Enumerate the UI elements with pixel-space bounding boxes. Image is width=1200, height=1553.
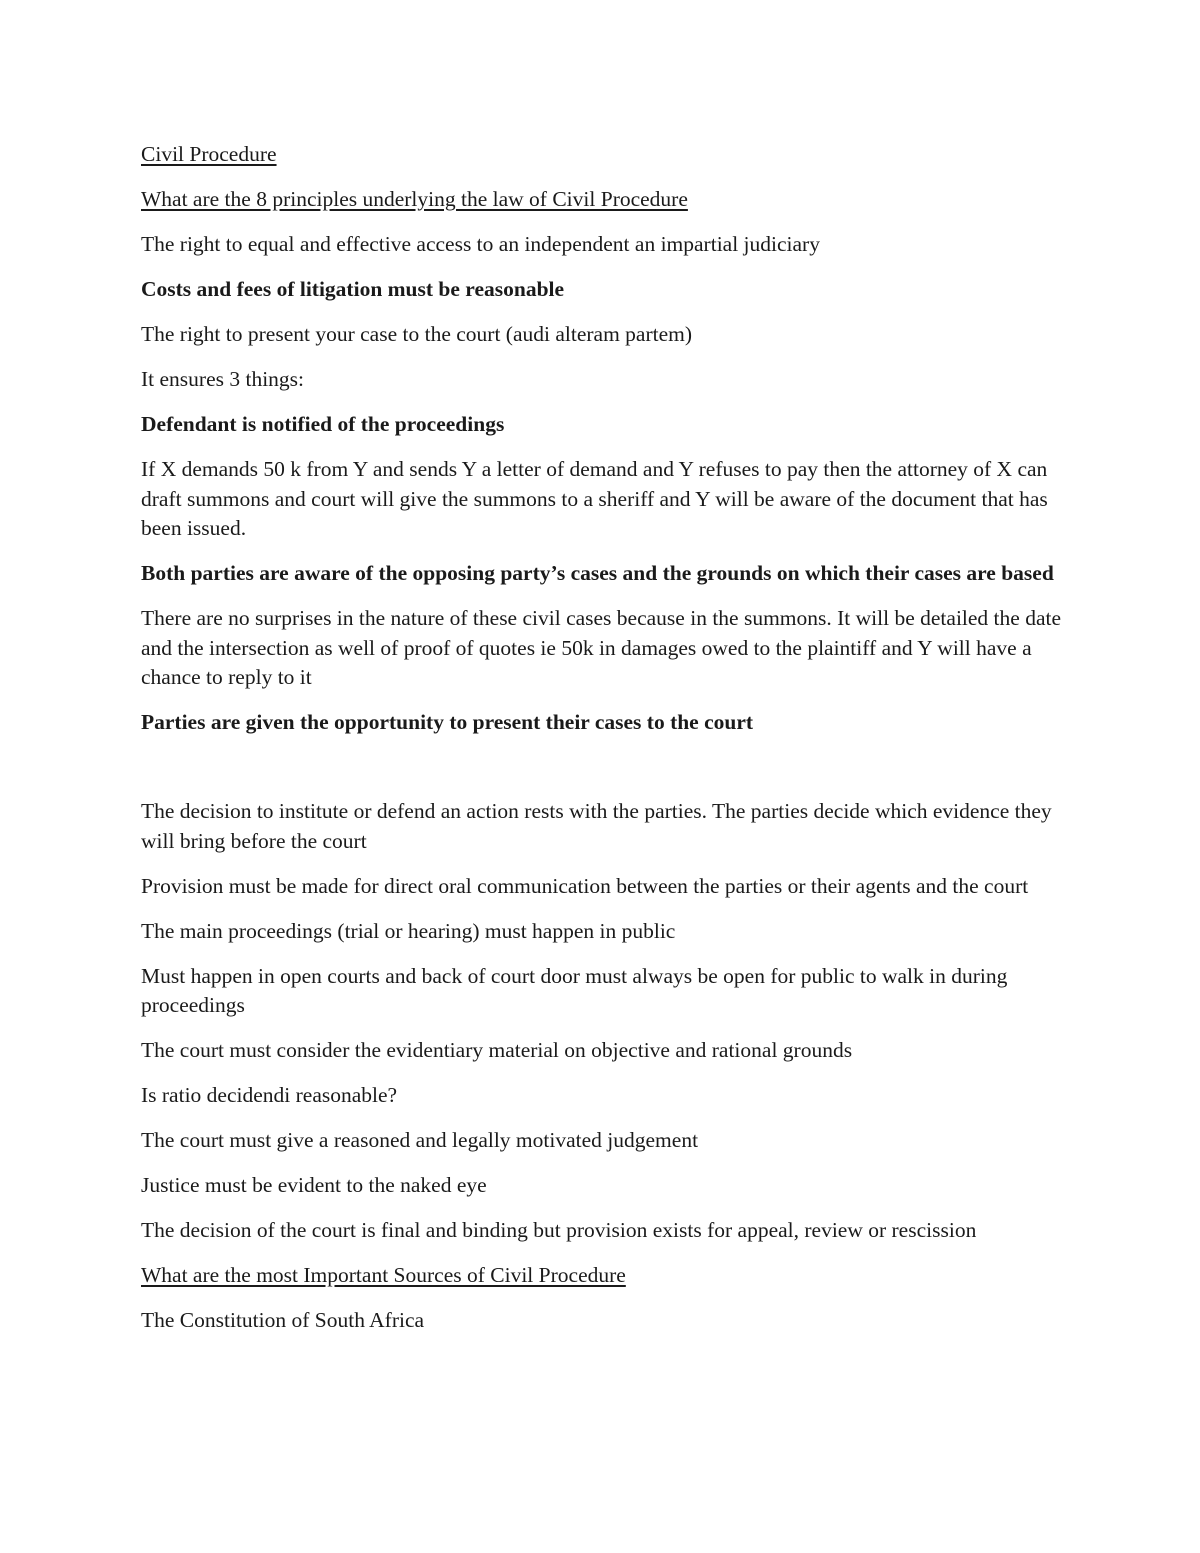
paragraph: The main proceedings (trial or hearing) must happen in public	[141, 918, 676, 943]
document-title: Civil Procedure	[141, 142, 277, 166]
paragraph: The right to present your case to the court (audi alteram partem)	[141, 322, 693, 346]
document-body	[141, 140, 1071, 1351]
paragraph: The court must give a reasoned and legally motivated judgement	[141, 1128, 699, 1152]
paragraph: The right to equal and effective access to an independent an impartial judiciary	[141, 232, 820, 256]
paragraph: It ensures 3 things:	[141, 367, 305, 391]
paragraph: Provision must be made for direct oral communication between the parties or their agents and the court	[141, 873, 1029, 898]
bold-heading: Parties are given the opportunity to present their cases to the court	[141, 710, 754, 734]
paragraph: The decision to institute or defend an action rests with the parties. The parties decide which evidence they will bring before the court	[141, 799, 1052, 853]
section-heading-sources: What are the most Important Sources of Civil Procedure	[141, 1263, 626, 1287]
paragraph: The court must consider the evidentiary material on objective and rational grounds	[141, 1038, 853, 1062]
paragraph: Is ratio decidendi reasonable?	[141, 1083, 398, 1107]
paragraph: Justice must be evident to the naked eye	[141, 1173, 487, 1197]
blank-line	[141, 753, 1071, 797]
paragraph: The decision of the court is final and binding but provision exists for appeal, review or rescission	[141, 1218, 977, 1242]
section-heading-principles: What are the 8 principles underlying the law of Civil Procedure	[141, 187, 688, 211]
paragraph: There are no surprises in the nature of these civil cases because in the summons. It will be detailed the date and the intersection as well of proof of quotes ie 50k in damages owed to the plaintiff and Y will have a chance to reply to it	[141, 606, 1062, 689]
bold-heading: Costs and fees of litigation must be reasonable	[141, 277, 565, 301]
bold-heading: Both parties are aware of the opposing party’s cases and the grounds on which their cases are based	[141, 561, 1054, 585]
bold-heading: Defendant is notified of the proceedings	[141, 412, 505, 436]
paragraph: The Constitution of South Africa	[141, 1308, 425, 1332]
paragraph: Must happen in open courts and back of court door must always be open for public to walk in during proceedings	[141, 963, 1008, 1017]
paragraph: If X demands 50 k from Y and sends Y a letter of demand and Y refuses to pay then the attorney of X can draft summons and court will give the summons to a sheriff and Y will be aware of the document that has been issued.	[141, 457, 1048, 540]
